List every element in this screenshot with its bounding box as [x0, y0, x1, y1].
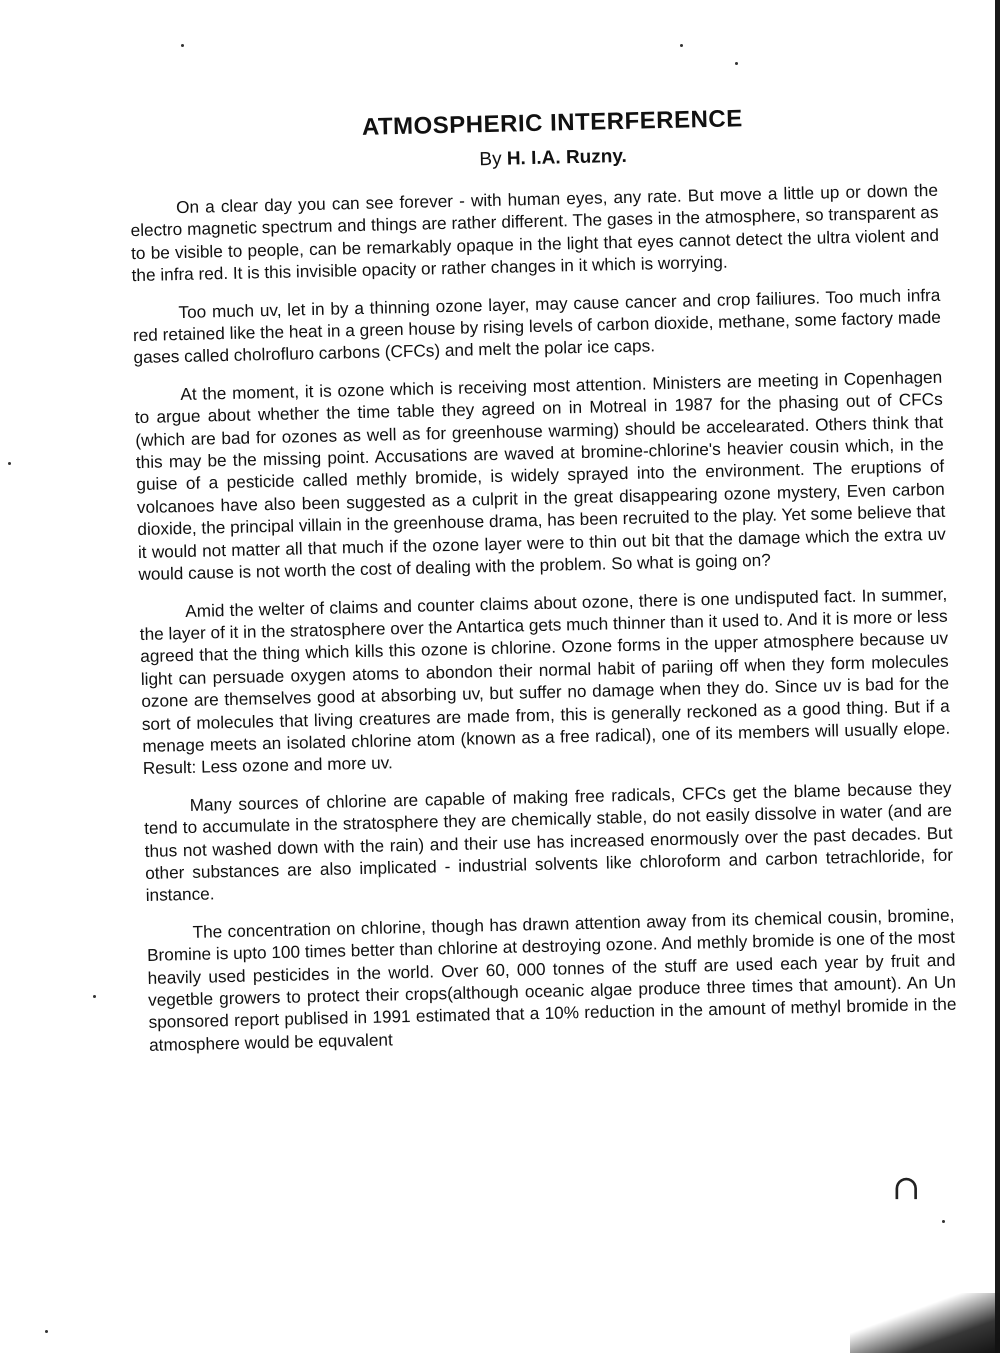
scan-speck — [45, 1330, 48, 1333]
byline-author: H. I.A. Ruzny. — [506, 145, 628, 170]
scan-speck — [93, 995, 96, 998]
paragraph-6: The concentration on chlorine, though has drawn attention away from its chemical cousin, bromine, Bromine is upto 100 times better than chlorine at destroying ozone. And methly bromide is one of the most heavily used pesticides in the world. Over 60, 000 tonnes of the stuff are used each year by fruit and vegetble growers to protect their crops(although oceanic algae produce three times that amount). An Un sponsored report publised in 1991 estimated that a 10% reduction in the amount of methyl bromide in the atmosphere would be equvalent — [146, 904, 957, 1055]
article-byline — [129, 139, 937, 179]
paragraph-3: At the moment, it is ozone which is receiving most attention. Ministers are meeting in Copenhagen to argue about whether the time table they agreed on in Motreal in 1987 for the phasing out of CFCs (which are bad for ozones as well as for greenhouse warming) should be accelearated. Others think that this may be the missing point. Accusations are waved at bromine-chlorine's heavier cousin which, in the guise of a pesticide called methly bromide, is widely sprayed into the environment. The eruptions of volcanoes have also been suggested as a culprit in the great disappearing ozone mystery, Even carbon dioxide, the principal villain in the greenhouse drama, has been recruited to the play. Yet some believe that it would not matter all that much if the ozone layer were to thin out bit that the damage which the extra uv would cause is not worth the cost of dealing with the problem. So what is going on? — [134, 366, 946, 585]
page-number-mark: ∩ — [892, 1168, 921, 1208]
scan-speck — [8, 462, 11, 465]
scan-speck — [680, 44, 683, 47]
scan-corner-smudge — [850, 1293, 1000, 1353]
article — [128, 101, 957, 1071]
scan-edge-shadow — [995, 0, 1000, 1353]
scan-speck — [181, 44, 184, 47]
byline-prefix: By — [479, 148, 508, 171]
paragraph-1: On a clear day you can see forever - with human eyes, any rate. But move a little up or down the electro magnetic spectrum and things are rather different. The gases in the atmosphere, so transparent as to be visible to people, can be remarkably opaque in the light that eyes cannot detect the ultra violent and the infra red. It is this invisible opacity or rather changes in it which is worrying. — [130, 179, 940, 286]
paragraph-2: Too much uv, let in by a thinning ozone layer, may cause cancer and crop failiures. Too much infra red retained like the heat in a green house by rising levels of carbon dioxide, methane, some factory made gases called cholrofluro carbons (CFCs) and melt the polar ice caps. — [132, 284, 942, 368]
paragraph-5: Many sources of chlorine are capable of making free radicals, CFCs get the blame because they tend to accumulate in the stratosphere they are chemically stable, do not easily dissolve in water (and are thus not washed down with the rain) and their use has increased enormously over the past decades. But other substances are also implicated - industrial solvents like chloroform and carbon tetrachloride, for instance. — [143, 777, 954, 906]
article-title: ATMOSPHERIC INTERFERENCE — [361, 105, 744, 141]
scan-speck — [735, 62, 738, 65]
paragraph-4: Amid the welter of claims and counter claims about ozone, there is one undisputed fact. In summer, the layer of it in the stratosphere over the Antartica gets much thinner than it used to. And it is more or less agreed that the thing which kills this ozone is chlorine. Ozone forms in the upper atmosphere because uv light can persuade oxygen atoms to abondon their normal habit of pariing off when they form molecules ozone are themselves good at absorbing uv, but suffer no damage when they do. Since uv is bad for the sort of molecules that living creatures are made from, this is generally reckoned as a good thing. But if a menage meets an isolated chlorine atom (known as a free radical), one of its members will usually elope. Result: Less ozone and more uv. — [139, 583, 951, 779]
scan-speck — [942, 1220, 945, 1223]
